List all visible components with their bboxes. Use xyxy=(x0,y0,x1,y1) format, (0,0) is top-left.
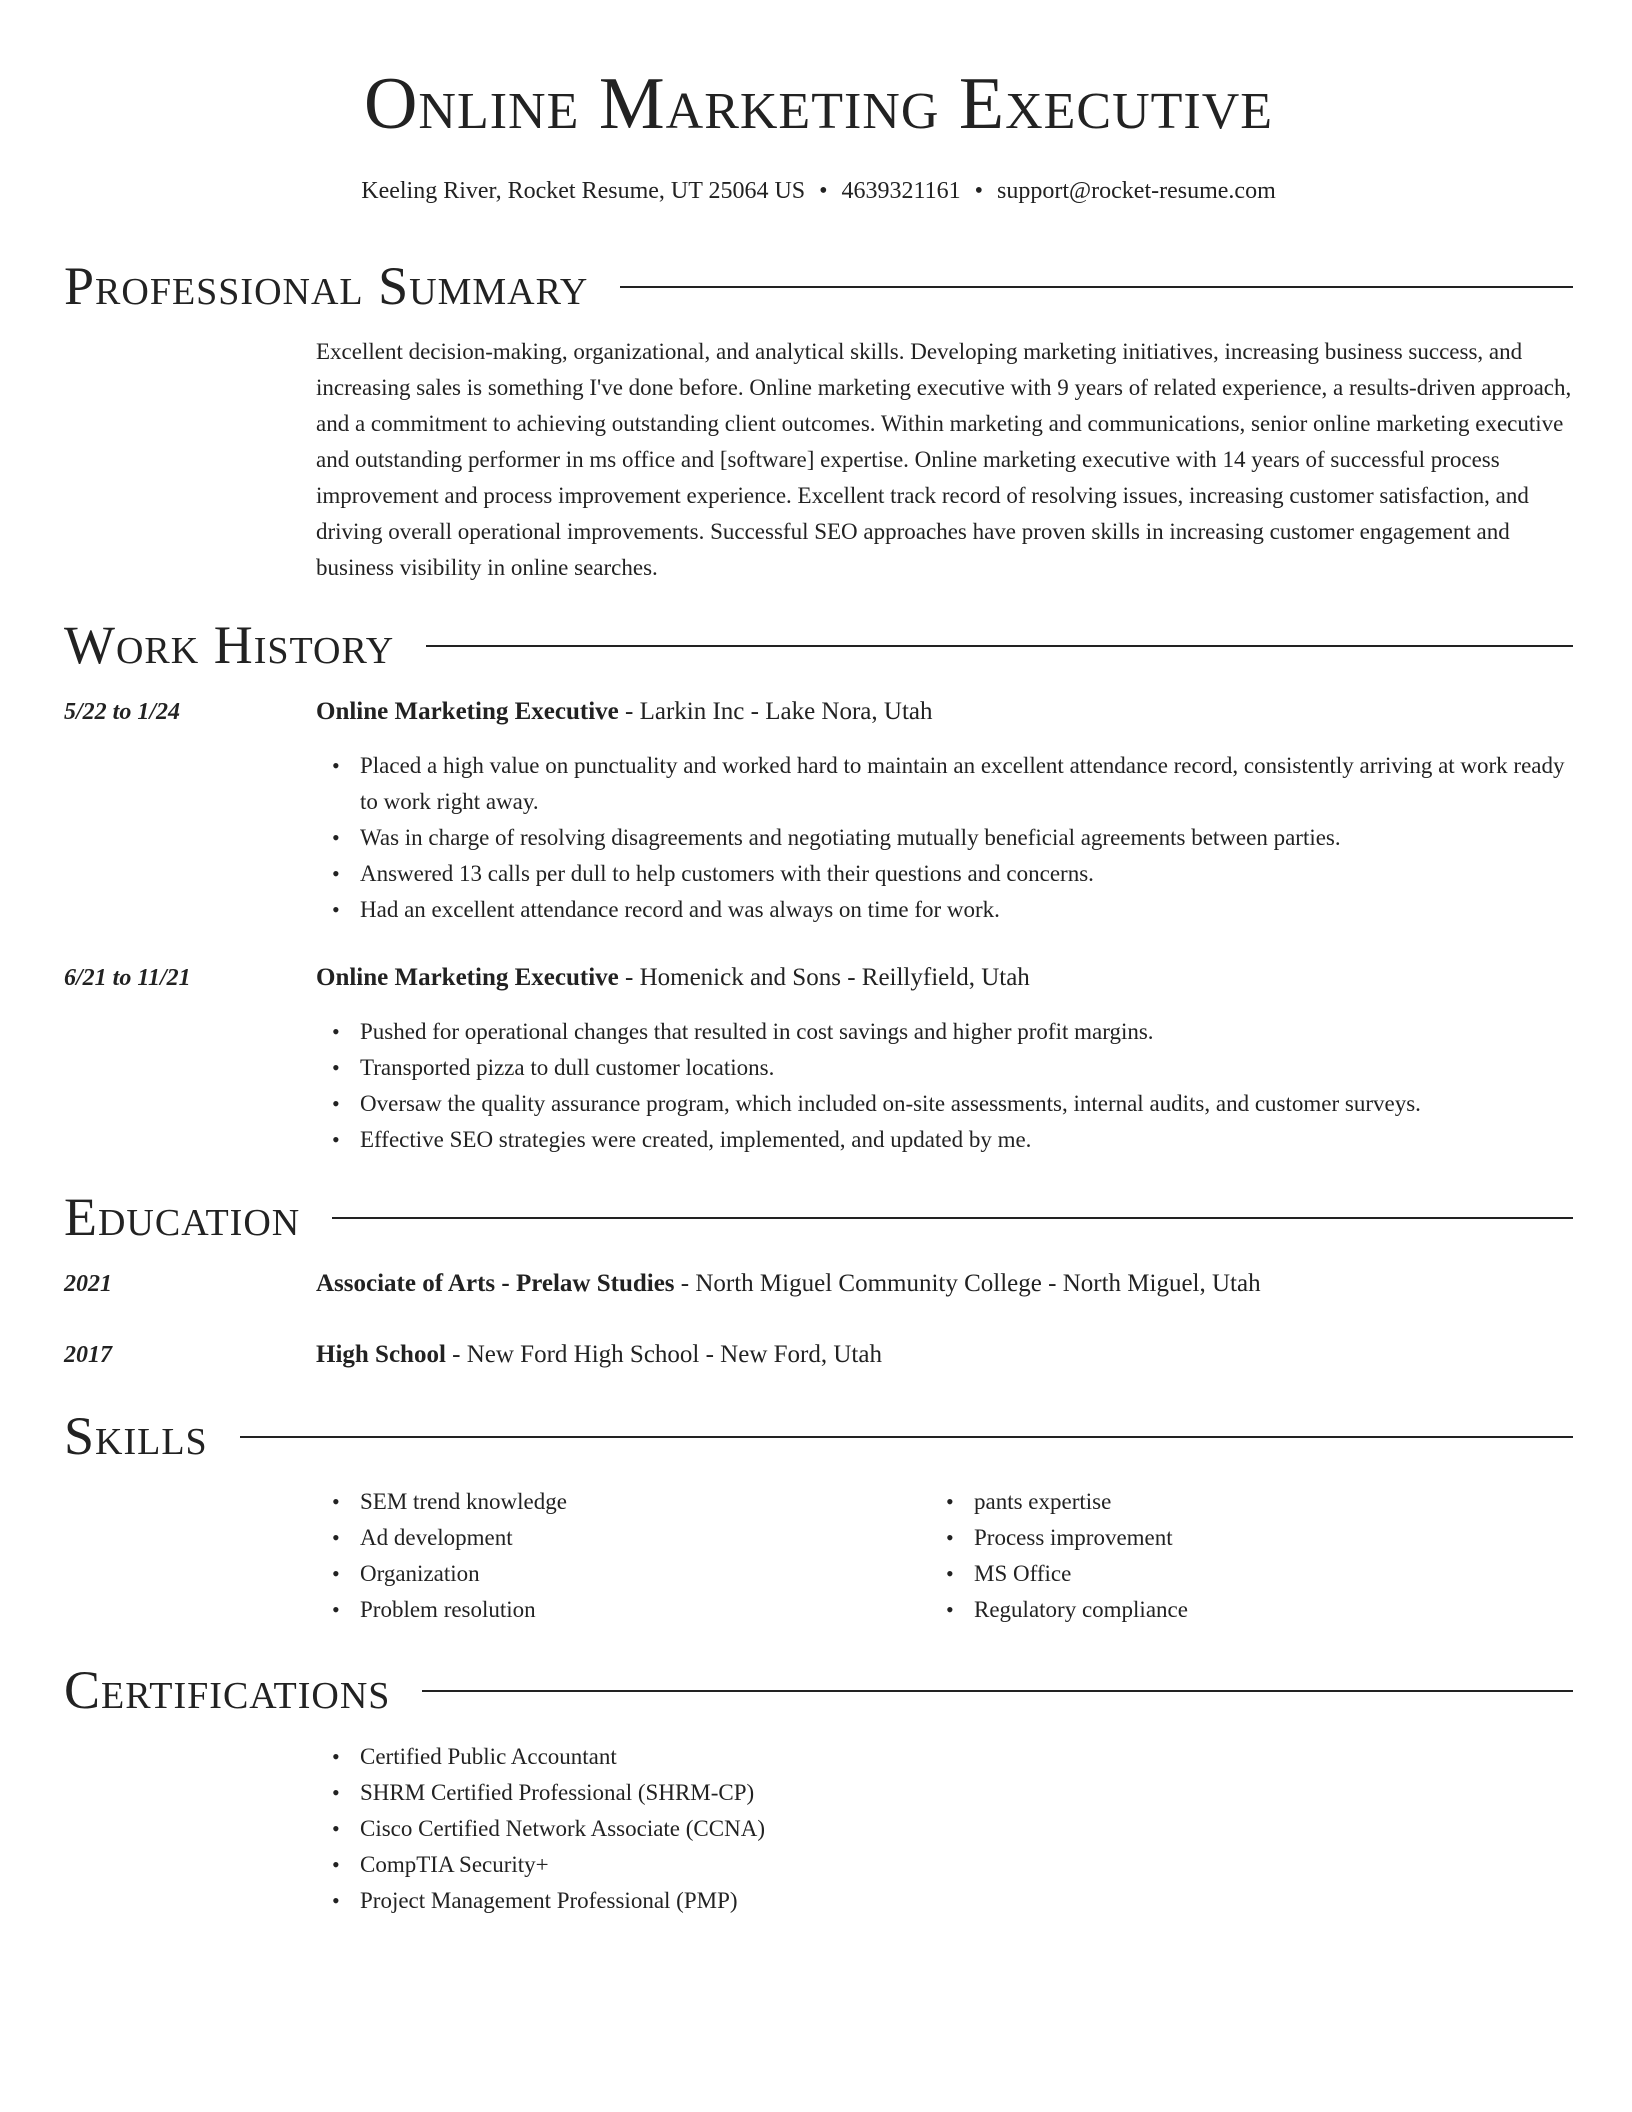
section-divider xyxy=(426,645,1573,647)
education-year: 2017 xyxy=(64,1342,112,1368)
list-item: • Effective SEO strategies were created, implemented, and updated by me. xyxy=(360,1122,1572,1158)
list-item: • Transported pizza to dull customer locations. xyxy=(360,1050,1572,1086)
section-divider xyxy=(332,1217,1573,1219)
education-details: - North Miguel Community College - North Miguel, Utah xyxy=(674,1270,1261,1297)
section-header-summary xyxy=(64,253,1573,319)
contact-address: Keeling River, Rocket Resume, UT 25064 US xyxy=(361,178,806,204)
section-title: Professional Summary xyxy=(64,256,589,316)
list-item: • Oversaw the quality assurance program, which included on-site assessments, internal audits, and customer surveys. xyxy=(360,1086,1572,1122)
list-item: • Ad development xyxy=(360,1520,916,1556)
list-item: • Certified Public Accountant xyxy=(360,1739,1572,1775)
list-item: • CompTIA Security+ xyxy=(360,1847,1572,1883)
education-degree: Associate of Arts - Prelaw Studies xyxy=(316,1270,675,1297)
section-divider xyxy=(620,286,1573,288)
list-item: • Had an excellent attendance record and was always on time for work. xyxy=(360,892,1572,928)
list-item: • Organization xyxy=(360,1556,916,1592)
job-details: - Homenick and Sons - Reillyfield, Utah xyxy=(618,964,1030,991)
job-dates: 5/22 to 1/24 xyxy=(64,699,181,725)
section-divider xyxy=(422,1690,1573,1692)
education-degree: High School xyxy=(316,1341,446,1368)
job-title-line xyxy=(316,694,1574,730)
section-title: Skills xyxy=(64,1406,208,1466)
education-title-line xyxy=(316,1337,1574,1373)
list-item: • Process improvement xyxy=(974,1520,1530,1556)
list-item: • SHRM Certified Professional (SHRM-CP) xyxy=(360,1775,1572,1811)
section-header-education xyxy=(64,1184,1573,1250)
education-title-line xyxy=(316,1266,1574,1302)
certifications-list xyxy=(316,1739,1572,1919)
skills-list-left xyxy=(316,1484,916,1628)
list-item: • Was in charge of resolving disagreements and negotiating mutually beneficial agreements between parties. xyxy=(360,820,1572,856)
section-title: Education xyxy=(64,1187,301,1247)
list-item: • Regulatory compliance xyxy=(974,1592,1530,1628)
job-details: - Larkin Inc - Lake Nora, Utah xyxy=(618,698,933,725)
list-item: • MS Office xyxy=(974,1556,1530,1592)
list-item: • Problem resolution xyxy=(360,1592,916,1628)
education-year: 2021 xyxy=(64,1271,112,1297)
contact-separator: • xyxy=(819,178,828,204)
job-dates: 6/21 to 11/21 xyxy=(64,965,191,991)
list-item: • Pushed for operational changes that resulted in cost savings and higher profit margins. xyxy=(360,1014,1572,1050)
section-header-certifications xyxy=(64,1657,1573,1723)
section-divider xyxy=(240,1436,1573,1438)
job-role: Online Marketing Executive xyxy=(316,698,619,725)
contact-separator: • xyxy=(974,178,984,204)
section-title: Certifications xyxy=(64,1660,391,1720)
section-header-skills xyxy=(64,1403,1573,1469)
section-header-work-history xyxy=(64,612,1573,678)
contact-phone: 4639321161 xyxy=(841,178,961,204)
list-item: • SEM trend knowledge xyxy=(360,1484,916,1520)
contact-line xyxy=(64,174,1573,208)
job-bullets xyxy=(316,748,1572,928)
job-role: Online Marketing Executive xyxy=(316,964,619,991)
education-details: - New Ford High School - New Ford, Utah xyxy=(445,1341,882,1368)
list-item: • pants expertise xyxy=(974,1484,1530,1520)
summary-text: Excellent decision-making, organizational, and analytical skills. Developing marketing initiatives, increasing business success, and increasing sales is something I've done before. Online marketing executive with 9 years of related experience, a results-driven approach, and a commitment to achieving outstanding client outcomes. Within marketing and communications, senior online marketing executive and outstanding performer in ms office and [software] expertise. Online marketing executive with 14 years of successful process improvement and process improvement experience. Excellent track record of resolving issues, increasing customer satisfaction, and driving overall operational improvements. Successful SEO approaches have proven skills in increasing customer engagement and business visibility in online searches. xyxy=(316,339,1572,580)
resume-name: Online Marketing Executive xyxy=(363,63,1274,145)
list-item: • Cisco Certified Network Associate (CCNA) xyxy=(360,1811,1572,1847)
contact-email[interactable]: support@rocket-resume.com xyxy=(997,178,1276,204)
list-item: • Placed a high value on punctuality and worked hard to maintain an excellent attendance record, consistently arriving at work ready to work right away. xyxy=(360,748,1572,820)
section-title: Work History xyxy=(64,615,395,675)
list-item: • Project Management Professional (PMP) xyxy=(360,1883,1572,1919)
resume-page xyxy=(64,0,1573,1913)
skills-list-right xyxy=(930,1484,1530,1628)
job-title-line xyxy=(316,960,1574,996)
job-bullets xyxy=(316,1014,1572,1158)
list-item: • Answered 13 calls per dull to help customers with their questions and concerns. xyxy=(360,856,1572,892)
